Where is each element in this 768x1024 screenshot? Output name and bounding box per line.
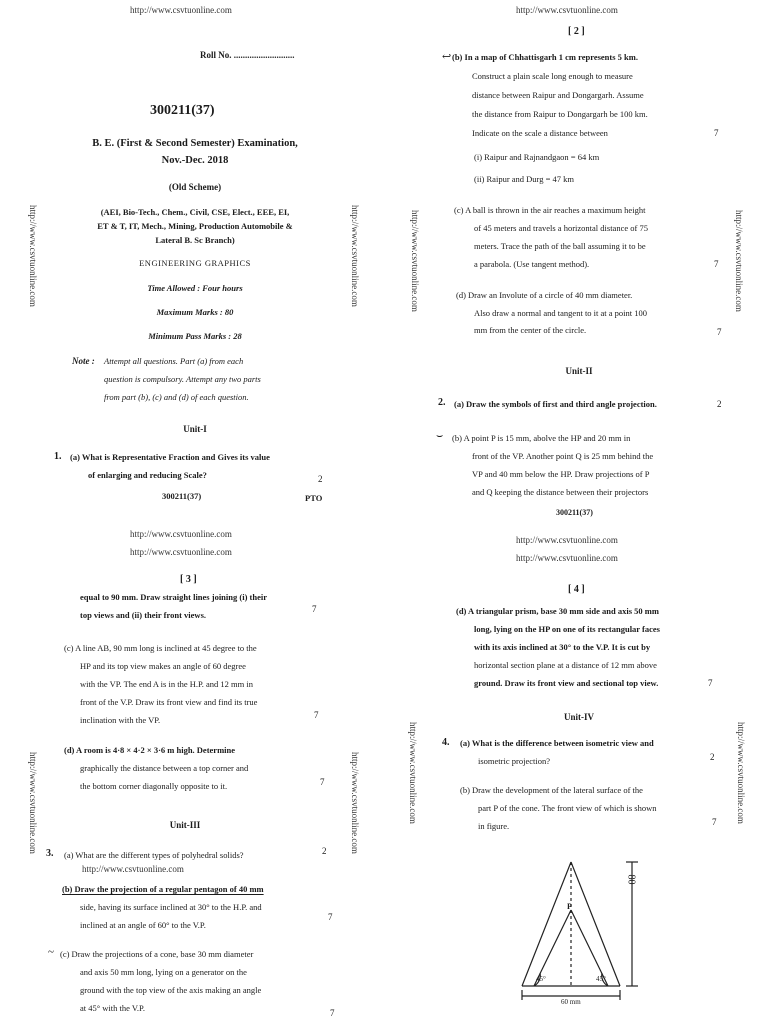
note-line-1: Attempt all questions. Part (a) from each — [104, 356, 244, 366]
base-dimension-label: 60 mm — [561, 998, 581, 1006]
q2b-cont-line-2: top views and (ii) their front views. — [80, 610, 207, 620]
exam-page-2 — [384, 0, 768, 517]
side-url-left: http://www.csvtuonline.com — [408, 722, 418, 824]
q1b-line-4: the distance from Raipur to Dongargarh be 100 km. — [472, 109, 648, 119]
q1b-line-2: Construct a plain scale long enough to measure — [472, 71, 633, 81]
q3c-marks: 7 — [330, 1008, 335, 1018]
unit-heading: Unit-II — [565, 366, 593, 376]
q1c-line-1: (c) A ball is thrown in the air reaches a maximum height — [454, 205, 646, 215]
q3c-line-2: and axis 50 mm long, lying on a generator on the — [80, 967, 247, 977]
unit-heading: Unit-III — [169, 820, 201, 830]
q4a-line-1: (a) What is the difference between isometric view and — [460, 738, 654, 748]
page-url-header-2: http://www.csvtuonline.com — [130, 547, 232, 557]
q3c-line-3: ground with the top view of the axis making an angle — [80, 985, 262, 995]
exam-page-4 — [384, 512, 768, 1024]
q3b-line-2: side, having its surface inclined at 30° to the H.P. and — [80, 902, 262, 912]
q1b-line-5: Indicate on the scale a distance between — [472, 128, 608, 138]
page-url-header: http://www.csvtuonline.com — [516, 535, 618, 545]
time-allowed: Time Allowed : Four hours — [147, 283, 243, 293]
q2b-marks: 7 — [312, 604, 317, 614]
q4b-line-2: part P of the cone. The front view of which is shown — [478, 803, 657, 813]
q3d-line-5: ground. Draw its front view and sectional top view. — [474, 678, 659, 688]
q2b-line-1: (b) A point P is 15 mm, abolve the HP and 20 mm in — [452, 433, 631, 443]
q3d-line-2: long, lying on the HP on one of its rectangular faces — [474, 624, 660, 634]
angle-label-left: 45° — [536, 975, 546, 983]
pto-label: PTO — [305, 493, 323, 503]
q1d-line-1: (d) Draw an Involute of a circle of 40 mm diameter. — [456, 290, 633, 300]
q2b-cont-line-1: equal to 90 mm. Draw straight lines joining (i) their — [80, 592, 267, 602]
q3d-line-1: (d) A triangular prism, base 30 mm side and axis 50 mm — [456, 606, 659, 616]
question-number: 4. — [442, 737, 450, 748]
footer-paper-code: 300211(37) — [162, 491, 202, 501]
scheme: (Old Scheme) — [168, 182, 222, 192]
q1c-marks: 7 — [714, 259, 719, 269]
q1b-line-1: (b) In a map of Chhattisgarh 1 cm represents 5 km. — [452, 52, 638, 62]
q3c-line-4: at 45° with the V.P. — [80, 1003, 145, 1013]
q4a-marks: 2 — [710, 752, 715, 762]
q4b-line-1: (b) Draw the development of the lateral surface of the — [460, 785, 643, 795]
q1a-line-2: of enlarging and reducing Scale? — [88, 470, 207, 480]
q2b-line-4: and Q keeping the distance between their projectors — [472, 487, 649, 497]
page-number: [ 4 ] — [568, 584, 585, 595]
q2b-line-2: front of the VP. Another point Q is 25 mm behind the — [472, 451, 654, 461]
q2c-line-3: with the VP. The end A is in the H.P. and 12 mm in — [80, 679, 253, 689]
q1c-line-3: meters. Trace the path of the ball assuming it to be — [474, 241, 646, 251]
q3a-marks: 2 — [322, 846, 327, 856]
handwritten-tick-mark: ↩ — [442, 51, 452, 63]
handwritten-tick-mark: ⌣ — [436, 430, 444, 442]
q4b-line-3: in figure. — [478, 821, 510, 831]
q2d-line-1: (d) A room is 4·8 × 4·2 × 3·6 m high. Determine — [64, 745, 236, 755]
minimum-pass-marks: Minimum Pass Marks : 28 — [148, 331, 242, 341]
q1d-line-3: mm from the center of the circle. — [474, 325, 587, 335]
note-line-3: from part (b), (c) and (d) of each question. — [104, 392, 249, 402]
q1c-line-4: a parabola. (Use tangent method). — [474, 259, 590, 269]
page-url-header: http://www.csvtuonline.com — [130, 5, 232, 15]
q4b-marks: 7 — [712, 817, 717, 827]
q1c-line-2: of 45 meters and travels a horizontal distance of 75 — [474, 223, 648, 233]
q2c-line-5: inclination with the VP. — [80, 715, 161, 725]
exam-page-1 — [0, 0, 384, 512]
maximum-marks: Maximum Marks : 80 — [156, 307, 234, 317]
inline-url: http://www.csvtuonline.com — [82, 864, 184, 874]
page-number: [ 3 ] — [180, 574, 197, 585]
q1d-marks: 7 — [717, 327, 722, 337]
q2c-marks: 7 — [314, 710, 319, 720]
angle-label-right: 45° — [596, 975, 606, 983]
q1d-line-2: Also draw a normal and tangent to it at a point 100 — [474, 308, 648, 318]
q3d-marks: 7 — [708, 678, 713, 688]
q2c-line-1: (c) A line AB, 90 mm long is inclined at 45 degree to the — [64, 643, 257, 653]
side-url-left: http://www.csvtuonline.com — [410, 210, 420, 312]
side-url-right: http://www.csvtuonline.com — [350, 205, 360, 307]
q1b-line-3: distance between Raipur and Dongargarh. Assume — [472, 90, 644, 100]
question-number: 2. — [438, 397, 446, 408]
exam-page-3 — [0, 512, 384, 1024]
q1a-marks: 2 — [318, 474, 323, 484]
note-label: Note : — [72, 356, 95, 366]
question-number: 1. — [54, 451, 62, 462]
note-line-2: question is compulsory. Attempt any two parts — [104, 374, 261, 384]
side-url-left: http://www.csvtuonline.com — [28, 752, 38, 854]
q2d-line-2: graphically the distance between a top corner and — [80, 763, 249, 773]
q3a-text: (a) What are the different types of polyhedral solids? — [64, 850, 244, 860]
q2a-marks: 2 — [717, 399, 722, 409]
q3d-line-4: horizontal section plane at a distance of 12 mm above — [474, 660, 657, 670]
q2d-marks: 7 — [320, 777, 325, 787]
q1a-line-1: (a) What is Representative Fraction and Gives its value — [70, 452, 270, 462]
q1b-item-ii: (ii) Raipur and Durg = 47 km — [474, 174, 575, 184]
q3b-line-3: inclined at an angle of 60° to the V.P. — [80, 920, 206, 930]
q3d-line-3: with its axis inclined at 30° to the V.P. It is cut by — [474, 642, 651, 652]
q2c-line-4: front of the V.P. Draw its front view and find its true — [80, 697, 258, 707]
side-url-right: http://www.csvtuonline.com — [736, 722, 746, 824]
q4a-line-2: isometric projection? — [478, 756, 550, 766]
q2d-line-3: the bottom corner diagonally opposite to it. — [80, 781, 228, 791]
footer-paper-code: 300211(37) — [556, 508, 593, 517]
page-url-header: http://www.csvtuonline.com — [130, 529, 232, 539]
q1b-item-i: (i) Raipur and Rajnandgaon = 64 km — [474, 152, 600, 162]
exam-date: Nov.-Dec. 2018 — [161, 155, 229, 166]
q1b-marks: 7 — [714, 128, 719, 138]
branches-line-1: (AEI, Bio-Tech., Chem., Civil, CSE, Elect., EEE, EI, — [100, 207, 290, 217]
side-url-right: http://www.csvtuonline.com — [734, 210, 744, 312]
side-url-left: http://www.csvtuonline.com — [28, 205, 38, 307]
page-number: [ 2 ] — [568, 26, 585, 37]
paper-code: 300211(37) — [150, 103, 215, 118]
q3c-line-1: (c) Draw the projections of a cone, base 30 mm diameter — [60, 949, 254, 959]
branches-line-2: ET & T, IT, Mech., Mining, Production Automobile & — [97, 221, 293, 231]
height-dimension-label: 80 — [625, 874, 637, 885]
page-url-header: http://www.csvtuonline.com — [516, 5, 618, 15]
question-number: 3. — [46, 848, 54, 859]
q3b-marks: 7 — [328, 912, 333, 922]
handwritten-tick-mark: ~ — [48, 946, 54, 958]
q2c-line-2: HP and its top view makes an angle of 60 degree — [80, 661, 246, 671]
q3b-line-1: (b) Draw the projection of a regular pentagon of 40 mm — [62, 884, 264, 894]
point-label-p: P — [567, 902, 572, 911]
unit-heading: Unit-I — [183, 424, 207, 434]
exam-title: B. E. (First & Second Semester) Examination, — [92, 138, 298, 149]
unit-heading: Unit-IV — [563, 712, 594, 722]
roll-number-field: Roll No. ........................... — [200, 50, 295, 60]
q2b-line-3: VP and 40 mm below the HP. Draw projections of P — [472, 469, 650, 479]
subject-title: ENGINEERING GRAPHICS — [139, 258, 251, 268]
side-url-right: http://www.csvtuonline.com — [350, 752, 360, 854]
page-url-header-2: http://www.csvtuonline.com — [516, 553, 618, 563]
q2a-text: (a) Draw the symbols of first and third angle projection. — [454, 399, 657, 409]
branches-line-3: Lateral B. Sc Branch) — [155, 235, 235, 245]
